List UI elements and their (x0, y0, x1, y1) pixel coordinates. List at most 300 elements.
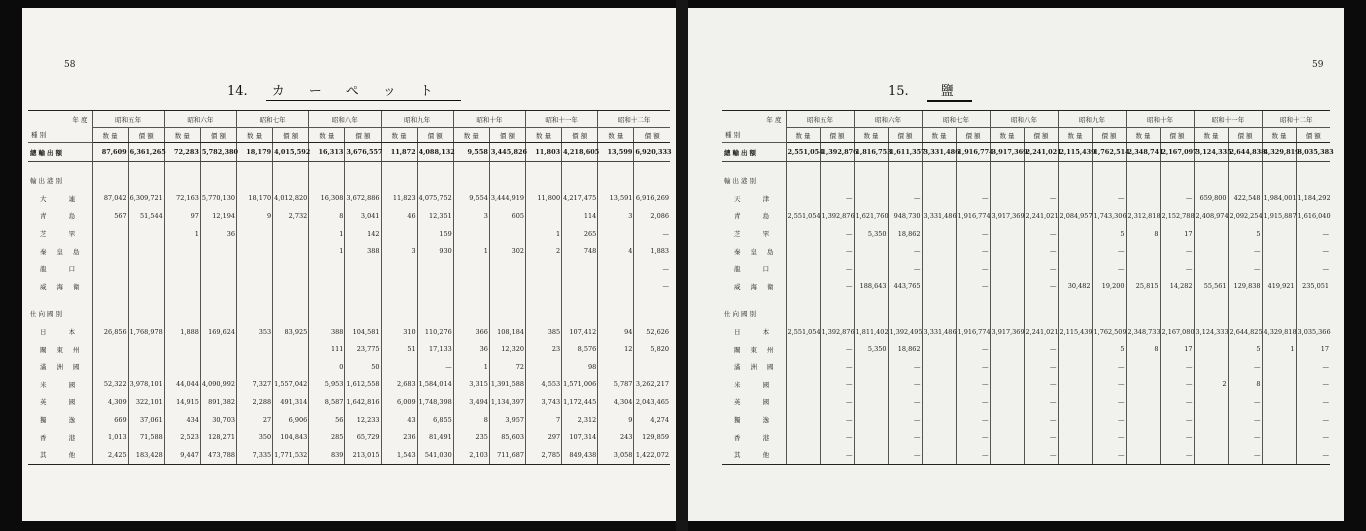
data-cell: 235 (453, 428, 489, 446)
value-header: 價 額 (820, 128, 854, 143)
data-cell: 2,288 (237, 393, 273, 411)
data-cell: 8 (1228, 376, 1262, 394)
data-cell: 567 (92, 207, 128, 225)
data-cell: — (1296, 376, 1330, 394)
table-row (28, 446, 670, 464)
data-cell (990, 190, 1024, 208)
data-cell (345, 278, 381, 296)
data-cell (381, 260, 417, 278)
total-cell: 1,611,357 (888, 143, 922, 162)
carpet-table (28, 110, 670, 465)
value-header: 價 額 (200, 128, 236, 143)
data-cell: 930 (417, 242, 453, 260)
data-cell: 322,101 (128, 393, 164, 411)
data-cell: 7 (526, 411, 562, 429)
data-cell: — (1024, 225, 1058, 243)
quantity-header: 数 量 (922, 128, 956, 143)
table-row (722, 411, 1330, 429)
data-cell: — (888, 190, 922, 208)
data-cell: 3,917,369 (990, 323, 1024, 341)
data-cell (128, 340, 164, 358)
row-label: 香 港 (734, 433, 780, 442)
data-cell: — (634, 260, 670, 278)
data-cell: 1 (526, 225, 562, 243)
data-cell: — (956, 446, 990, 464)
data-cell: 1,883 (634, 242, 670, 260)
data-cell: 81,491 (417, 428, 453, 446)
data-cell: 8,587 (309, 393, 345, 411)
data-cell: 7,327 (237, 376, 273, 394)
data-cell: 83,925 (273, 323, 309, 341)
year-header: 昭和九年 (381, 111, 453, 128)
data-cell: 13,591 (598, 190, 634, 208)
data-cell: 97 (164, 207, 200, 225)
data-cell: 1,621,760 (854, 207, 888, 225)
data-cell: 4,090,992 (200, 376, 236, 394)
total-cell: 4,015,592 (273, 143, 309, 162)
data-cell (164, 260, 200, 278)
data-cell (1058, 358, 1092, 376)
data-cell: 2,086 (634, 207, 670, 225)
data-cell: 2,644,825 (1228, 323, 1262, 341)
row-label: 青 島 (734, 212, 780, 221)
data-cell: 6,906 (273, 411, 309, 429)
data-cell (128, 260, 164, 278)
data-cell (453, 278, 489, 296)
total-cell: 5,782,380 (200, 143, 236, 162)
data-cell: 1,616,040 (1296, 207, 1330, 225)
data-cell: 297 (526, 428, 562, 446)
data-cell: 5,820 (634, 340, 670, 358)
data-cell (1262, 358, 1296, 376)
data-cell (1262, 428, 1296, 446)
data-cell (786, 393, 820, 411)
data-cell: — (820, 260, 854, 278)
data-cell: 2 (526, 242, 562, 260)
year-header: 昭和八年 (990, 111, 1058, 128)
data-cell (786, 340, 820, 358)
data-cell: 3,743 (526, 393, 562, 411)
data-cell: 9 (598, 411, 634, 429)
data-cell (598, 278, 634, 296)
year-header: 昭和六年 (164, 111, 236, 128)
data-cell (786, 190, 820, 208)
data-cell: 2,312 (562, 411, 598, 429)
row-label: 日 本 (40, 328, 86, 337)
data-cell: 2,312,818 (1126, 207, 1160, 225)
row-label: 芝 罘 (40, 230, 86, 239)
data-cell: 1,762,509 (1092, 323, 1126, 341)
data-cell: 23,775 (345, 340, 381, 358)
data-cell: 4,329,818 (1262, 323, 1296, 341)
value-header: 價 額 (562, 128, 598, 143)
data-cell (200, 242, 236, 260)
quantity-header: 数 量 (237, 128, 273, 143)
data-cell (200, 358, 236, 376)
data-cell: 8 (1126, 340, 1160, 358)
data-cell: 1 (1262, 340, 1296, 358)
year-header: 昭和七年 (922, 111, 990, 128)
title-number-left: 14. (227, 84, 248, 99)
data-cell (1126, 260, 1160, 278)
data-cell: 3,957 (489, 411, 525, 429)
value-header: 價 額 (128, 128, 164, 143)
data-cell (854, 376, 888, 394)
data-cell (381, 278, 417, 296)
data-cell (854, 428, 888, 446)
data-cell (200, 260, 236, 278)
data-cell (345, 260, 381, 278)
data-cell: 891,382 (200, 393, 236, 411)
data-cell: 1,571,006 (562, 376, 598, 394)
data-cell (128, 242, 164, 260)
quantity-header: 数 量 (526, 128, 562, 143)
data-cell: 3,444,919 (489, 190, 525, 208)
right-page (688, 8, 1344, 521)
data-cell (854, 260, 888, 278)
data-cell (273, 242, 309, 260)
total-cell: 2,644,838 (1228, 143, 1262, 162)
data-cell (1058, 411, 1092, 429)
total-cell: 3,445,826 (489, 143, 525, 162)
data-cell: 443,765 (888, 278, 922, 296)
data-cell: — (1228, 393, 1262, 411)
year-header: 昭和十二年 (598, 111, 670, 128)
data-cell: 243 (598, 428, 634, 446)
data-cell: 5,770,130 (200, 190, 236, 208)
data-cell: — (956, 393, 990, 411)
data-cell: 3 (453, 207, 489, 225)
data-cell: — (820, 376, 854, 394)
data-cell (1194, 411, 1228, 429)
total-cell: 72,283 (164, 143, 200, 162)
data-cell: 9,447 (164, 446, 200, 464)
data-cell: 2,167,080 (1160, 323, 1194, 341)
data-cell: — (1228, 358, 1262, 376)
data-cell: — (1092, 411, 1126, 429)
data-cell: — (820, 278, 854, 296)
value-header: 價 額 (634, 128, 670, 143)
data-cell (1194, 225, 1228, 243)
row-label: 獨 逸 (40, 416, 86, 425)
data-cell (990, 411, 1024, 429)
data-cell (598, 358, 634, 376)
data-cell (92, 225, 128, 243)
data-cell (1126, 242, 1160, 260)
data-cell: — (634, 278, 670, 296)
data-cell: 2,152,788 (1160, 207, 1194, 225)
total-cell: 1,916,774 (956, 143, 990, 162)
section-label: 仕向國別 (724, 310, 758, 319)
data-cell (786, 411, 820, 429)
data-cell: 98 (562, 358, 598, 376)
row-label: 關東州 (40, 345, 90, 354)
data-cell: 2,241,021 (1024, 207, 1058, 225)
total-cell: 6,920,333 (634, 143, 670, 162)
title-right (888, 80, 972, 102)
data-cell (990, 242, 1024, 260)
total-cell: 3,676,557 (345, 143, 381, 162)
quantity-header: 数 量 (1262, 128, 1296, 143)
data-cell: 128,271 (200, 428, 236, 446)
data-cell (200, 340, 236, 358)
data-cell: — (820, 225, 854, 243)
data-cell: 366 (453, 323, 489, 341)
value-header: 價 額 (489, 128, 525, 143)
data-cell: 1,888 (164, 323, 200, 341)
data-cell (381, 358, 417, 376)
row-label: 秦皇島 (40, 247, 90, 256)
data-cell: 748 (562, 242, 598, 260)
data-cell (273, 340, 309, 358)
year-header: 昭和五年 (786, 111, 854, 128)
data-cell: 18,862 (888, 340, 922, 358)
data-cell: — (888, 411, 922, 429)
data-cell: 111 (309, 340, 345, 358)
data-cell: 12,320 (489, 340, 525, 358)
data-cell: 285 (309, 428, 345, 446)
data-cell (854, 358, 888, 376)
total-cell: 13,599 (598, 143, 634, 162)
data-cell: 6,855 (417, 411, 453, 429)
row-label: 天 津 (734, 194, 780, 203)
data-cell: 11,823 (381, 190, 417, 208)
data-cell: 8 (453, 411, 489, 429)
data-cell: 4 (598, 242, 634, 260)
data-cell: 388 (345, 242, 381, 260)
data-cell: — (1228, 428, 1262, 446)
table-row (722, 376, 1330, 394)
data-cell: 6,916,269 (634, 190, 670, 208)
page-number-left: 58 (64, 60, 76, 70)
data-cell: — (1024, 411, 1058, 429)
data-cell: 5,350 (854, 225, 888, 243)
table-row (722, 446, 1330, 464)
data-cell: 12,194 (200, 207, 236, 225)
data-cell: 23 (526, 340, 562, 358)
data-cell: 1,392,876 (820, 323, 854, 341)
data-cell: 30,482 (1058, 278, 1092, 296)
data-cell: 72,163 (164, 190, 200, 208)
data-cell: — (1296, 411, 1330, 429)
data-cell (1126, 428, 1160, 446)
quantity-header: 数 量 (381, 128, 417, 143)
data-cell: 107,412 (562, 323, 598, 341)
data-cell: — (1160, 393, 1194, 411)
row-label: 威海衛 (734, 282, 784, 291)
data-cell: 1,013 (92, 428, 128, 446)
data-cell: 948,730 (888, 207, 922, 225)
data-cell: 2,425 (92, 446, 128, 464)
row-label: 日 本 (734, 328, 780, 337)
data-cell: 27 (237, 411, 273, 429)
data-cell: — (888, 242, 922, 260)
data-cell: 1,811,402 (854, 323, 888, 341)
data-cell: 12 (598, 340, 634, 358)
data-cell: — (417, 358, 453, 376)
data-cell (1126, 411, 1160, 429)
year-header: 昭和五年 (92, 111, 164, 128)
data-cell: 434 (164, 411, 200, 429)
data-cell: 3 (598, 207, 634, 225)
data-cell (990, 446, 1024, 464)
data-cell: 1,915,887 (1262, 207, 1296, 225)
data-cell (453, 225, 489, 243)
data-cell: — (1160, 260, 1194, 278)
data-cell (922, 393, 956, 411)
data-cell: 9 (237, 207, 273, 225)
data-cell: 18,862 (888, 225, 922, 243)
data-cell: 2 (1194, 376, 1228, 394)
data-cell: — (820, 340, 854, 358)
table-row (722, 393, 1330, 411)
data-cell: 265 (562, 225, 598, 243)
data-cell: — (1092, 428, 1126, 446)
quantity-header: 数 量 (453, 128, 489, 143)
data-cell: — (1296, 428, 1330, 446)
data-cell: 44,044 (164, 376, 200, 394)
data-cell: 3,035,366 (1296, 323, 1330, 341)
data-cell (381, 225, 417, 243)
data-cell: 30,703 (200, 411, 236, 429)
data-cell (1194, 428, 1228, 446)
data-cell (526, 260, 562, 278)
table-row (722, 358, 1330, 376)
data-cell (990, 428, 1024, 446)
data-cell (786, 242, 820, 260)
data-cell: 17 (1160, 340, 1194, 358)
data-cell: — (1024, 242, 1058, 260)
data-cell: 1,642,816 (345, 393, 381, 411)
data-cell (854, 411, 888, 429)
data-cell: 3,124,333 (1194, 323, 1228, 341)
data-cell: — (956, 340, 990, 358)
data-cell: 2,683 (381, 376, 417, 394)
quantity-header: 数 量 (786, 128, 820, 143)
total-cell: 3,035,383 (1296, 143, 1330, 162)
data-cell: 1,184,292 (1296, 190, 1330, 208)
data-cell (1058, 428, 1092, 446)
data-cell (128, 225, 164, 243)
data-cell: 52,322 (92, 376, 128, 394)
data-cell: 52,626 (634, 323, 670, 341)
data-cell (1058, 376, 1092, 394)
data-cell (1058, 260, 1092, 278)
data-cell (309, 260, 345, 278)
row-label: 英 國 (734, 398, 780, 407)
data-cell: 9,554 (453, 190, 489, 208)
row-label: 米 國 (734, 380, 780, 389)
year-header: 昭和十二年 (1262, 111, 1330, 128)
row-label: 秦皇島 (734, 247, 784, 256)
data-cell: 17 (1160, 225, 1194, 243)
data-cell: — (888, 358, 922, 376)
data-cell: 6,009 (381, 393, 417, 411)
data-cell: — (1228, 260, 1262, 278)
data-cell (854, 190, 888, 208)
data-cell (1058, 393, 1092, 411)
data-cell: 0 (309, 358, 345, 376)
data-cell (92, 260, 128, 278)
data-cell: — (1024, 358, 1058, 376)
data-cell: 129,838 (1228, 278, 1262, 296)
data-cell (786, 446, 820, 464)
data-cell: 5,787 (598, 376, 634, 394)
row-label: 獨 逸 (734, 416, 780, 425)
data-cell: — (888, 428, 922, 446)
data-cell: — (1160, 242, 1194, 260)
data-cell: — (956, 278, 990, 296)
data-cell (1126, 376, 1160, 394)
data-cell: — (1160, 411, 1194, 429)
data-cell: — (1296, 446, 1330, 464)
data-cell (922, 446, 956, 464)
data-cell: 50 (345, 358, 381, 376)
data-cell: 2,348,733 (1126, 323, 1160, 341)
total-cell: 16,313 (309, 143, 345, 162)
data-cell: 711,687 (489, 446, 525, 464)
data-cell: — (1092, 376, 1126, 394)
data-cell: 1,768,978 (128, 323, 164, 341)
data-cell (237, 242, 273, 260)
data-cell: 55,561 (1194, 278, 1228, 296)
data-cell: 385 (526, 323, 562, 341)
data-cell (786, 376, 820, 394)
data-cell (164, 278, 200, 296)
data-cell: — (820, 190, 854, 208)
table-row (28, 393, 670, 411)
data-cell (990, 225, 1024, 243)
data-cell: 65,729 (345, 428, 381, 446)
data-cell: 1,916,774 (956, 323, 990, 341)
year-header: 昭和六年 (854, 111, 922, 128)
quantity-header: 数 量 (164, 128, 200, 143)
data-cell: — (956, 260, 990, 278)
data-cell: 2,241,021 (1024, 323, 1058, 341)
data-cell: 302 (489, 242, 525, 260)
table-row (28, 190, 670, 208)
row-label: 香 港 (40, 433, 86, 442)
data-cell: 659,800 (1194, 190, 1228, 208)
data-cell: 213,015 (345, 446, 381, 464)
data-cell (237, 225, 273, 243)
data-cell: 51,544 (128, 207, 164, 225)
data-cell: 1,391,588 (489, 376, 525, 394)
data-cell: 2,408,974 (1194, 207, 1228, 225)
data-cell (1194, 242, 1228, 260)
data-cell (526, 207, 562, 225)
row-label: 威海衛 (40, 282, 90, 291)
data-cell (922, 340, 956, 358)
data-cell: 1,392,495 (888, 323, 922, 341)
value-header: 價 額 (1024, 128, 1058, 143)
data-cell: — (956, 376, 990, 394)
total-cell: 3,331,486 (922, 143, 956, 162)
data-cell: 8 (309, 207, 345, 225)
total-cell: 2,241,021 (1024, 143, 1058, 162)
data-cell: 26,856 (92, 323, 128, 341)
data-cell (1126, 446, 1160, 464)
year-header: 昭和十年 (1126, 111, 1194, 128)
data-cell: 108,184 (489, 323, 525, 341)
data-cell (1058, 340, 1092, 358)
data-cell (1262, 260, 1296, 278)
data-cell: 36 (200, 225, 236, 243)
data-cell (598, 225, 634, 243)
data-cell: — (888, 376, 922, 394)
data-cell: 1,543 (381, 446, 417, 464)
data-cell: — (1024, 340, 1058, 358)
